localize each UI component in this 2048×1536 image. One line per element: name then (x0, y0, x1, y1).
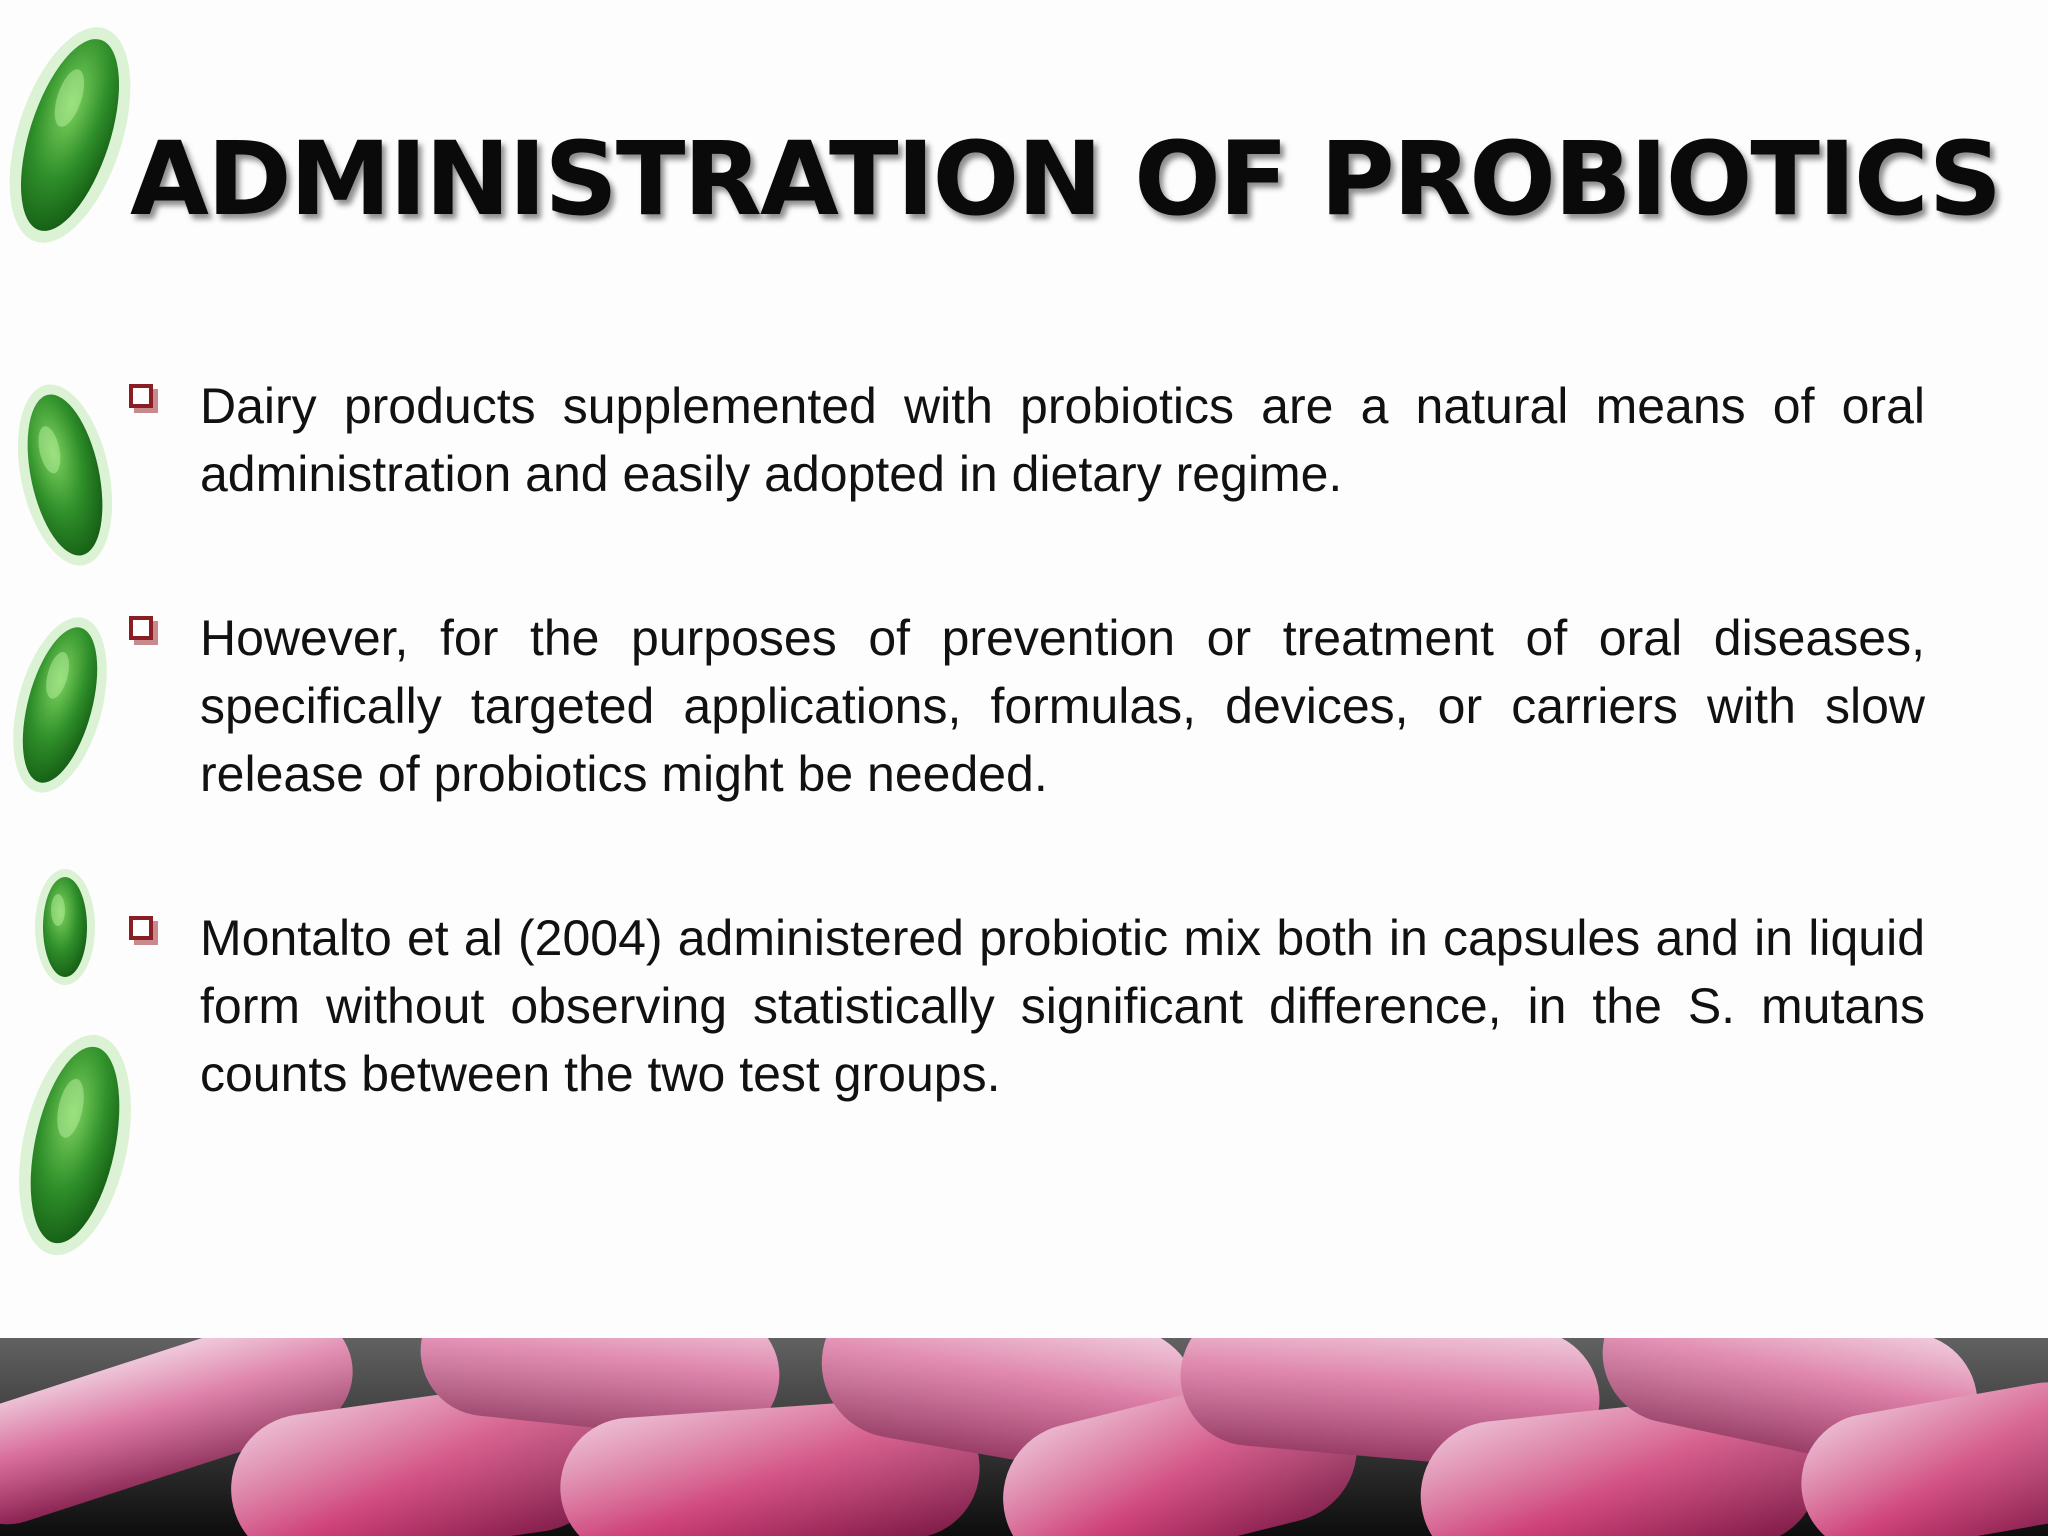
bullet-text: Dairy products supplemented with probiotics are a natural means of oral administration and easily adopted in dietary regime. (200, 378, 1925, 502)
bullet-text: Montalto et al (2004) administered probiotic mix both in capsules and in liquid form without observing statistically significant difference, in the S. mutans counts between the two test groups. (200, 910, 1925, 1102)
footer-illustration (0, 1338, 2048, 1536)
slide-title: ADMINISTRATION OF PROBIOTICS (130, 120, 2001, 239)
checkbox-square-icon (129, 384, 153, 408)
green-bacterium-icon (25, 865, 105, 995)
checkbox-square-icon (129, 916, 153, 940)
green-bacterium-icon (0, 605, 120, 805)
checkbox-square-icon (129, 616, 153, 640)
green-bacterium-icon (5, 1020, 145, 1270)
bullet-text: However, for the purposes of prevention or treatment of oral diseases, specifically targeted applications, formulas, devices, or carriers with slow release of probiotics might be needed. (200, 610, 1925, 802)
green-bacterium-icon (0, 10, 140, 260)
green-bacterium-icon (5, 375, 125, 575)
pink-bacteria-image (0, 1338, 2048, 1536)
